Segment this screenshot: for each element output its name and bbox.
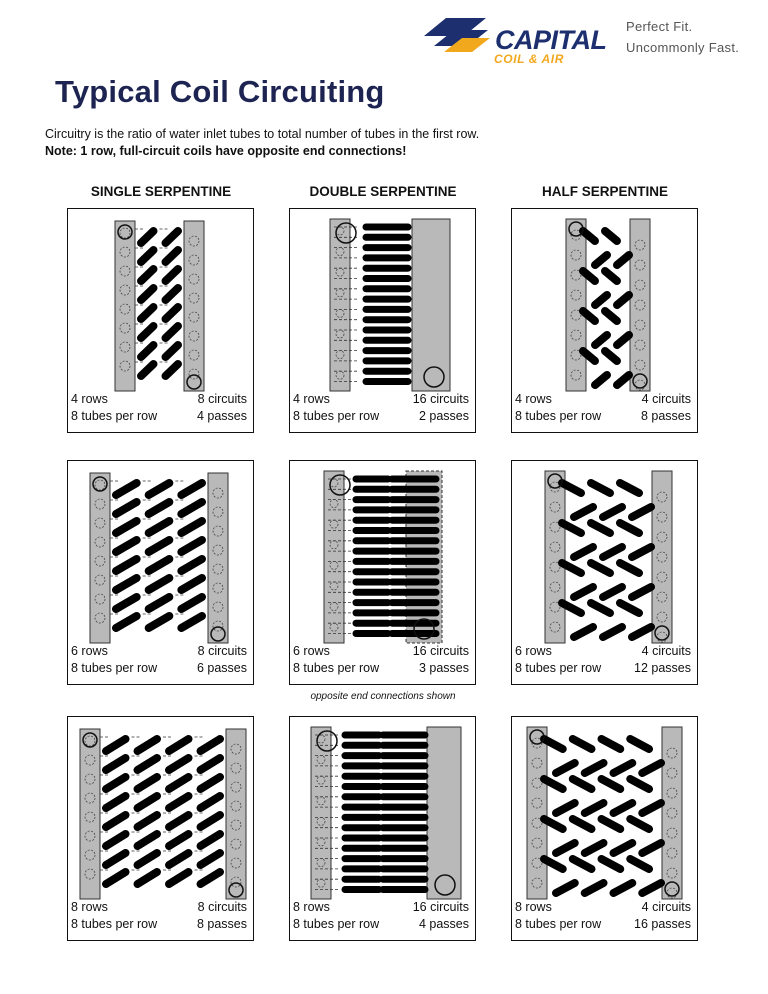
tube-pass	[169, 853, 189, 865]
brand-logo	[424, 16, 614, 66]
tube-pass	[630, 859, 649, 869]
tubes-per-row: 8 tubes per row	[71, 409, 158, 423]
header-bar	[527, 727, 547, 899]
tubes-per-row: 8 tubes per row	[293, 409, 380, 423]
tube-pass	[632, 547, 651, 557]
tube-pass	[116, 483, 137, 495]
tube-pass	[181, 540, 202, 552]
tube-pass	[630, 779, 649, 789]
tube-pass	[573, 859, 592, 869]
tube-pass	[642, 803, 661, 813]
tube-pass	[617, 295, 629, 305]
intro-definition: Circuitry is the ratio of water inlet tubes to total number of tubes in the first row.	[45, 127, 480, 141]
header-bar	[226, 729, 246, 899]
header-bar	[80, 729, 100, 899]
tube-pass	[605, 351, 617, 361]
coil-circuit-drawing	[68, 717, 255, 907]
coil-diagram-single	[67, 716, 254, 941]
passes-count: 8 passes	[640, 409, 691, 423]
tube-pass	[595, 255, 607, 265]
brand-name: CAPITAL	[495, 25, 607, 55]
tube-pass	[138, 758, 158, 770]
column-heading-double: DOUBLE SERPENTINE	[309, 184, 457, 199]
tube-pass	[106, 739, 126, 751]
tube-pass	[149, 597, 170, 609]
double-serpentine-caption: opposite end connections shown	[310, 691, 456, 702]
tube-pass	[116, 540, 137, 552]
tube-pass	[617, 335, 629, 345]
tube-pass	[169, 739, 189, 751]
tube-pass	[630, 819, 649, 829]
tube-pass	[201, 834, 221, 846]
tube-pass	[642, 843, 661, 853]
passes-count: 4 passes	[196, 409, 247, 423]
rows-count: 4 rows	[71, 392, 108, 406]
tube-pass	[585, 843, 604, 853]
tube-pass	[585, 883, 604, 893]
circuits-count: 8 circuits	[197, 900, 247, 914]
tube-pass	[574, 547, 593, 557]
tube-pass	[149, 483, 170, 495]
tube-pass	[141, 345, 154, 357]
tube-pass	[591, 603, 610, 613]
tube-pass	[642, 763, 661, 773]
tube-pass	[201, 739, 221, 751]
tube-pass	[181, 502, 202, 514]
coil-circuit-drawing	[290, 209, 477, 399]
tube-pass	[138, 872, 158, 884]
tube-pass	[630, 739, 649, 749]
coil-circuit-drawing	[512, 717, 699, 907]
tube-pass	[106, 853, 126, 865]
tube-pass	[591, 563, 610, 573]
header-bar	[90, 473, 110, 643]
coil-diagram-double	[289, 716, 476, 941]
tube-pass	[614, 843, 633, 853]
tube-pass	[141, 364, 154, 376]
tube-pass	[617, 255, 629, 265]
rows-count: 6 rows	[293, 644, 330, 658]
header-bar	[662, 727, 682, 899]
rows-count: 4 rows	[293, 392, 330, 406]
tube-pass	[603, 547, 622, 557]
circuits-count: 16 circuits	[412, 392, 469, 406]
header-bar	[115, 221, 135, 391]
tubes-per-row: 8 tubes per row	[293, 917, 380, 931]
tube-pass	[138, 853, 158, 865]
tube-pass	[603, 587, 622, 597]
tube-pass	[574, 587, 593, 597]
tagline-line-2: Uncommonly Fast.	[626, 40, 740, 55]
tube-pass	[620, 563, 639, 573]
tube-pass	[181, 559, 202, 571]
tube-pass	[620, 603, 639, 613]
header-bar	[412, 219, 450, 391]
tube-pass	[201, 758, 221, 770]
tube-pass	[556, 763, 575, 773]
coil-circuit-drawing	[512, 209, 699, 399]
tube-pass	[149, 521, 170, 533]
intro-note: Note: 1 row, full-circuit coils have opposite end connections!	[45, 144, 407, 158]
tubes-per-row: 8 tubes per row	[515, 917, 602, 931]
tube-pass	[573, 739, 592, 749]
intro-text	[45, 126, 479, 160]
coil-diagram-half	[511, 460, 698, 685]
tube-pass	[201, 777, 221, 789]
tube-pass	[149, 616, 170, 628]
tube-pass	[614, 883, 633, 893]
tube-pass	[605, 311, 617, 321]
tube-pass	[169, 872, 189, 884]
tube-pass	[166, 288, 179, 300]
tube-pass	[573, 779, 592, 789]
header-bar	[330, 219, 350, 391]
tube-pass	[106, 834, 126, 846]
tube-pass	[166, 307, 179, 319]
coil-circuit-drawing	[68, 461, 255, 651]
tagline	[626, 16, 739, 58]
coil-diagram-single	[67, 460, 254, 685]
passes-count: 12 passes	[634, 661, 691, 675]
tube-pass	[169, 796, 189, 808]
tube-pass	[585, 763, 604, 773]
passes-count: 4 passes	[418, 917, 469, 931]
tube-pass	[614, 803, 633, 813]
circuits-count: 4 circuits	[641, 392, 691, 406]
tube-pass	[602, 859, 621, 869]
coil-diagram-half	[511, 208, 698, 433]
header-bar	[545, 471, 565, 643]
rows-count: 6 rows	[515, 644, 552, 658]
tube-pass	[591, 483, 610, 493]
header-bar	[566, 219, 586, 391]
tube-pass	[106, 815, 126, 827]
tube-pass	[181, 597, 202, 609]
tagline-line-1: Perfect Fit.	[626, 19, 693, 34]
tube-pass	[620, 523, 639, 533]
tube-pass	[149, 502, 170, 514]
tube-pass	[602, 739, 621, 749]
tube-pass	[166, 269, 179, 281]
tube-pass	[141, 250, 154, 262]
tube-pass	[617, 375, 629, 385]
tube-pass	[166, 364, 179, 376]
circuits-count: 4 circuits	[641, 644, 691, 658]
tube-pass	[141, 269, 154, 281]
circuits-count: 16 circuits	[412, 644, 469, 658]
tube-pass	[169, 834, 189, 846]
tube-pass	[116, 597, 137, 609]
tube-pass	[166, 326, 179, 338]
passes-count: 2 passes	[418, 409, 469, 423]
tube-pass	[106, 872, 126, 884]
tube-pass	[602, 819, 621, 829]
tube-pass	[116, 521, 137, 533]
column-heading-single: SINGLE SERPENTINE	[90, 184, 232, 199]
passes-count: 3 passes	[418, 661, 469, 675]
tube-pass	[591, 523, 610, 533]
circuits-count: 8 circuits	[197, 644, 247, 658]
tube-pass	[149, 578, 170, 590]
tube-pass	[603, 507, 622, 517]
brand-subtitle: COIL & AIR	[494, 52, 565, 66]
tube-pass	[166, 345, 179, 357]
coil-diagram-double	[289, 460, 476, 685]
tube-pass	[585, 803, 604, 813]
tube-pass	[614, 763, 633, 773]
tube-pass	[605, 231, 617, 241]
tube-pass	[138, 815, 158, 827]
tube-pass	[181, 521, 202, 533]
tube-pass	[166, 231, 179, 243]
logo-mark-icon	[424, 16, 492, 54]
tube-pass	[181, 578, 202, 590]
passes-count: 8 passes	[196, 917, 247, 931]
tube-pass	[169, 815, 189, 827]
tube-pass	[201, 872, 221, 884]
tube-pass	[149, 540, 170, 552]
tube-pass	[138, 834, 158, 846]
tube-pass	[595, 375, 607, 385]
passes-count: 6 passes	[196, 661, 247, 675]
tube-pass	[620, 483, 639, 493]
circuits-count: 4 circuits	[641, 900, 691, 914]
tubes-per-row: 8 tubes per row	[515, 409, 602, 423]
tube-pass	[201, 796, 221, 808]
page-title: Typical Coil Circuiting	[55, 74, 385, 109]
tube-pass	[595, 295, 607, 305]
coil-diagram-half	[511, 716, 698, 941]
tube-pass	[595, 335, 607, 345]
tube-pass	[116, 559, 137, 571]
header-bar	[184, 221, 204, 391]
column-heading-half: HALF SERPENTINE	[541, 184, 668, 199]
circuits-count: 16 circuits	[412, 900, 469, 914]
tube-pass	[116, 578, 137, 590]
tube-pass	[116, 616, 137, 628]
coil-circuit-drawing	[290, 717, 477, 907]
tube-pass	[106, 758, 126, 770]
tube-pass	[116, 502, 137, 514]
tube-pass	[605, 271, 617, 281]
tubes-per-row: 8 tubes per row	[293, 661, 380, 675]
tube-pass	[141, 288, 154, 300]
tube-pass	[201, 815, 221, 827]
rows-count: 8 rows	[293, 900, 330, 914]
tube-pass	[602, 779, 621, 789]
circuits-count: 8 circuits	[197, 392, 247, 406]
tube-pass	[169, 758, 189, 770]
tube-pass	[556, 883, 575, 893]
tubes-per-row: 8 tubes per row	[71, 661, 158, 675]
tube-pass	[632, 507, 651, 517]
tube-pass	[166, 250, 179, 262]
tube-pass	[141, 231, 154, 243]
tube-pass	[141, 326, 154, 338]
passes-count: 16 passes	[634, 917, 691, 931]
coil-diagram-double	[289, 208, 476, 433]
tube-pass	[181, 483, 202, 495]
rows-count: 4 rows	[515, 392, 552, 406]
tube-pass	[138, 796, 158, 808]
tube-pass	[632, 587, 651, 597]
tube-pass	[138, 739, 158, 751]
tube-pass	[574, 507, 593, 517]
header-bar	[311, 727, 331, 899]
tube-pass	[632, 627, 651, 637]
rows-count: 8 rows	[515, 900, 552, 914]
tube-pass	[556, 843, 575, 853]
tube-pass	[556, 803, 575, 813]
tube-pass	[149, 559, 170, 571]
tube-pass	[573, 819, 592, 829]
coil-circuit-drawing	[290, 461, 477, 651]
tube-pass	[106, 796, 126, 808]
tube-pass	[141, 307, 154, 319]
tube-pass	[574, 627, 593, 637]
rows-count: 8 rows	[71, 900, 108, 914]
header-bar	[630, 219, 650, 391]
tube-pass	[201, 853, 221, 865]
coil-circuit-drawing	[68, 209, 255, 399]
header-bar	[427, 727, 461, 899]
tube-pass	[169, 777, 189, 789]
header-bar	[208, 473, 228, 643]
tube-pass	[181, 616, 202, 628]
tube-pass	[642, 883, 661, 893]
rows-count: 6 rows	[71, 644, 108, 658]
tubes-per-row: 8 tubes per row	[515, 661, 602, 675]
tube-pass	[603, 627, 622, 637]
coil-diagram-single	[67, 208, 254, 433]
tube-pass	[106, 777, 126, 789]
header-bar	[652, 471, 672, 643]
header-bar	[324, 471, 344, 643]
tubes-per-row: 8 tubes per row	[71, 917, 158, 931]
tube-pass	[138, 777, 158, 789]
coil-circuit-drawing	[512, 461, 699, 651]
